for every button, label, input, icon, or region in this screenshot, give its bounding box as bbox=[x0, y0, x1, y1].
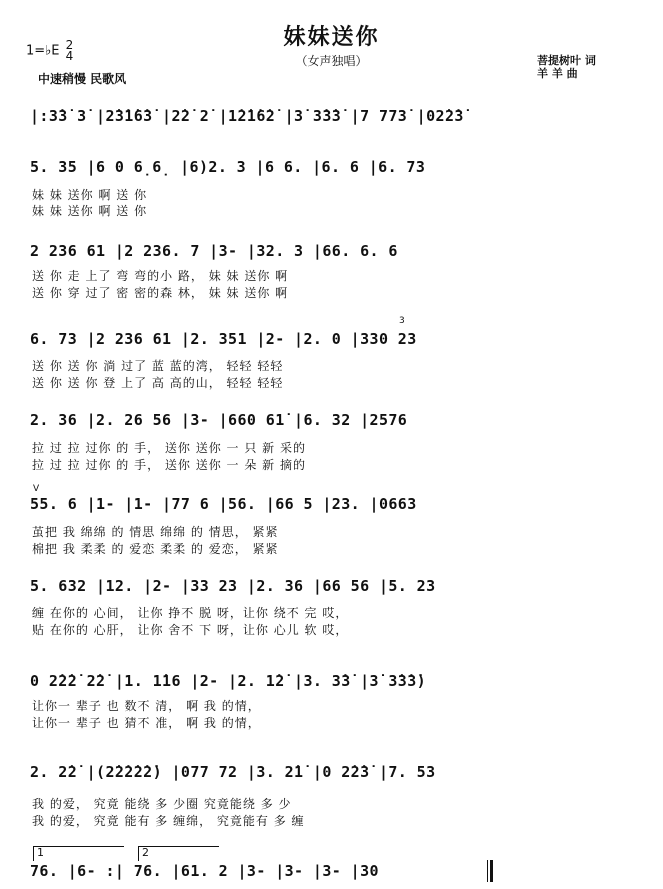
notation-line-4: 6. 73 |2 236 61 |2. 351 |2- |2. 0 |330 23 bbox=[30, 330, 417, 348]
notation-line-7: 5. 632 |12. |2- |33 23 |2. 36 |66 56 |5. 23 bbox=[30, 577, 436, 595]
lyric-line-2-verse-2: 妹 妹 送你 啊 送 你 bbox=[32, 204, 148, 218]
notation-line-8: 0 2̇2̇2̇ 2̇2̇ |1. 1̇16 |2- |2. 1̇2̇ |3. 3̇3̇ |3̇ 3̇3̇3̇) bbox=[30, 672, 427, 690]
notation-line-10: 76. |6- :| 76. |61. 2 |3- |3- |3- |30 bbox=[30, 862, 379, 880]
breath-mark: V bbox=[33, 484, 40, 494]
lyric-line-9-verse-1: 我 的爱， 究竟 能绕 多 少圈 究竟能绕 多 少 bbox=[32, 797, 292, 811]
lyric-line-7-verse-1: 缠 在你的 心间， 让你 挣不 脱 呀，让你 绕不 完 哎， bbox=[32, 606, 349, 620]
time-signature-top: 2 bbox=[65, 38, 74, 52]
lyric-line-7-verse-2: 贴 在你的 心肝， 让你 舍不 下 呀，让你 心儿 软 哎， bbox=[32, 623, 349, 637]
second-ending-bracket bbox=[138, 846, 219, 861]
final-barline-thin bbox=[487, 860, 488, 882]
lyric-line-4-verse-2: 送 你 送 你 登 上了 高 高的山， 轻轻 轻轻 bbox=[32, 376, 284, 390]
time-signature bbox=[66, 40, 74, 62]
lyricist-credit: 菩提树叶 词 bbox=[537, 54, 596, 67]
composer-credit: 羊 羊 曲 bbox=[537, 67, 578, 80]
lyric-line-6-verse-1: 茧把 我 绵绵 的 情思 绵绵 的 情思， 紧紧 bbox=[32, 525, 279, 539]
notation-line-3: 2 236 61 |2 236. 7 |3- |32. 3 |66. 6. 6 bbox=[30, 242, 398, 260]
key-signature bbox=[26, 40, 73, 62]
notation-line-6: 55. 6 |1- |1- |77 6 |56. |66 5 |23. |0663 bbox=[30, 495, 417, 513]
final-barline-thick bbox=[490, 860, 493, 882]
lyric-line-5-verse-2: 拉 过 拉 过你 的 手， 送你 送你 一 朵 新 摘的 bbox=[32, 458, 306, 472]
key-label: 1=♭E bbox=[26, 43, 60, 59]
notation-line-9: 2. 2̇2̇ |(2̇2̇2̇2̇2̇) |077 72 |3. 2̇1̇ |0 2̇2̇3̇ |7. 53 bbox=[30, 763, 436, 781]
lyric-line-8-verse-1: 让你一 辈子 也 数不 清， 啊 我 的情， bbox=[32, 699, 261, 713]
credits bbox=[537, 54, 596, 80]
lyric-line-3-verse-1: 送 你 走 上了 弯 弯的小 路， 妹 妹 送你 啊 bbox=[32, 269, 289, 283]
notation-line-1: |:3̇3̇ 3̇ |2̇3̇1̇6̇3̇ |2̇2̇ 2̇ |1̇2̇1̇6̇2̇ |3̇ 3̇3̇3̇ |7 773̇ |02̇2̇3̇ bbox=[30, 107, 464, 125]
lyric-line-2-verse-1: 妹 妹 送你 啊 送 你 bbox=[32, 188, 148, 202]
notation-line-2: 5. 35 |6 0 6̣6̣ |6)2. 3 |6 6. |6. 6 |6. 73 bbox=[30, 158, 426, 176]
lyric-line-4-verse-1: 送 你 送 你 淌 过了 蓝 蓝的湾， 轻轻 轻轻 bbox=[32, 359, 284, 373]
tempo-marking: 中速稍慢 民歌风 bbox=[38, 72, 127, 86]
notation-line-5: 2. 36 |2. 26 56 |3- |660 61̇ |6. 32 |2576 bbox=[30, 411, 408, 429]
lyric-line-5-verse-1: 拉 过 拉 过你 的 手， 送你 送你 一 只 新 采的 bbox=[32, 441, 306, 455]
time-signature-bottom: 4 bbox=[65, 49, 74, 63]
lyric-line-8-verse-2: 让你一 辈子 也 猜不 准， 啊 我 的情， bbox=[32, 716, 261, 730]
song-subtitle: （女声独唱） bbox=[295, 54, 368, 68]
lyric-line-9-verse-2: 我 的爱， 究竟 能有 多 缠绵， 究竟能有 多 缠 bbox=[32, 814, 305, 828]
second-ending-number: 2 bbox=[142, 846, 149, 859]
lyric-line-6-verse-2: 棉把 我 柔柔 的 爱恋 柔柔 的 爱恋， 紧紧 bbox=[32, 542, 279, 556]
lyric-line-3-verse-2: 送 你 穿 过了 密 密的森 林， 妹 妹 送你 啊 bbox=[32, 286, 289, 300]
song-title: 妹妹送你 bbox=[283, 25, 380, 50]
first-ending-number: 1 bbox=[37, 846, 44, 859]
first-ending-bracket bbox=[33, 846, 124, 861]
triplet-mark: 3 bbox=[399, 316, 405, 326]
